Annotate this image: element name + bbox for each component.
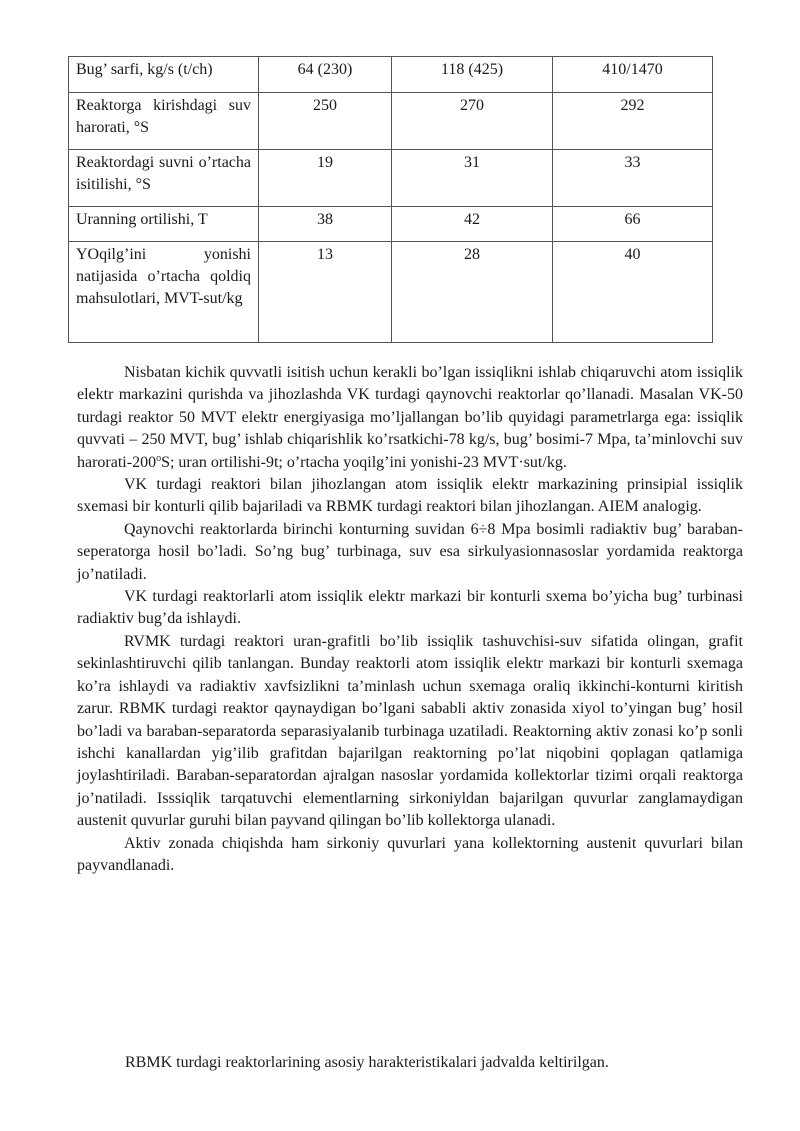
body-text [77, 362, 743, 877]
row-label: Reaktordagi suvni o’rtacha isitilishi, °S [69, 150, 259, 207]
table-cell: 38 [259, 207, 392, 242]
paragraph: Nisbatan kichik quvvatli isitish uchun kerakli bo’lgan issiqlikni ishlab chiqaruvchi atom issiqlik elektr markazini qurishda va jihozlashda VK turdagi qaynovchi reaktorlar qo’llanadi. Masalan VK-50 turdagi reaktor 50 MVT elektr energiyasiga mo’ljallangan bo’lib quyidagi parametrlarga ega: issiqlik quvvati – 250 MVT, bug’ ishlab chiqarishlik ko’rsatkichi-78 kg/s, bug’ bosimi-7 Mpa, ta’minlovchi suv harorati-200$^o$S; uran ortilishi-9t; o’rtacha yoqilg’ini yonishi-23 MVT·sut/kg. [77, 364, 743, 471]
paragraph: Aktiv zonada chiqishda ham sirkoniy quvurlari yana kollektorning austenit quvurlari bilan payvandlanadi. [77, 834, 743, 874]
table-cell: 118 (425) [392, 57, 553, 93]
table-cell: 19 [259, 150, 392, 207]
paragraph: Qaynovchi reaktorlarda birinchi konturning suvidan 6÷8 Mpa bosimli radiaktiv bug’ baraban-seperatorga hosil bo’ladi. So’ng bug’ turbinaga, suv esa sirkulyasionnasoslar yordamida reaktorga jo’natiladi. [77, 520, 743, 583]
paragraph: VK turdagi reaktori bilan jihozlangan atom issiqlik elektr markazining prinsipial issiqlik sxemasi bir konturli qilib bajariladi va RBMK turdagi reaktori bilan jihozlangan. AIEM analogig. [77, 476, 743, 516]
table-cell: 270 [392, 93, 553, 150]
table-cell: 250 [259, 93, 392, 150]
table-row [69, 242, 713, 343]
table-cell: 33 [553, 150, 713, 207]
table-cell: 42 [392, 207, 553, 242]
row-label: YOqilg’ini yonishi natijasida o’rtacha qoldiq mahsulotlari, MVT-sut/kg [69, 242, 259, 343]
table-row [69, 207, 713, 242]
row-label: Uranning ortilishi, T [69, 207, 259, 242]
paragraph: RVMK turdagi reaktori uran-grafitli bo’lib issiqlik tashuvchisi-suv sifatida olingan, grafit sekinlashtiruvchi qilib tanlangan. Bunday reaktorli atom issiqlik elektr markazi bir konturli sxemaga ko’ra ishlaydi va radiaktiv xavfsizlikni ta’minlash uchun sxemaga oraliq ikkinchi-konturni kiritish zarur. RBMK turdagi reaktor qaynaydigan bo’lgani sababli aktiv zonasida xiyol to’yingan bug’ hosil bo’ladi va baraban-separatorda separasiyalanib turbinaga uzatiladi. Reaktorning aktiv zonasi ko’p sonli ishchi kanallardan yig’ilib grafitdan bajarilgan reaktorning po’lat niqobini qoplagan qatlamiga joylashtiriladi. Baraban-separatordan ajralgan nasoslar yordamida kollektorlar tizimi orqali reaktorga jo’natiladi. Isssiqlik tarqatuvchi elementlarning sirkoniyldan bajarilgan quvurlar zanglamaydigan austenit quvurlar guruhi bilan payvand qilingan bo’lib kollektorga ulanadi. [77, 632, 743, 830]
table-row [69, 93, 713, 150]
table-cell: 40 [553, 242, 713, 343]
table-cell: 64 (230) [259, 57, 392, 93]
table-cell: 31 [392, 150, 553, 207]
table-cell: 28 [392, 242, 553, 343]
table-row [69, 57, 713, 93]
table-cell: 66 [553, 207, 713, 242]
row-label: Reaktorga kirishdagi suv harorati, °S [69, 93, 259, 150]
degree-superscript: o [156, 452, 162, 464]
table-cell: 410/1470 [553, 57, 713, 93]
reactor-parameters-table [68, 56, 713, 343]
row-label: Bug’ sarfi, kg/s (t/ch) [69, 57, 259, 93]
table-row [69, 150, 713, 207]
table-caption: RBMK turdagi reaktorlarining asosiy harakteristikalari jadvalda keltirilgan. [125, 1054, 609, 1071]
table-cell: 13 [259, 242, 392, 343]
paragraph: VK turdagi reaktorlarli atom issiqlik elektr markazi bir konturli sxema bo’yicha bug’ turbinasi radiaktiv bug’da ishlaydi. [77, 588, 743, 628]
table-cell: 292 [553, 93, 713, 150]
